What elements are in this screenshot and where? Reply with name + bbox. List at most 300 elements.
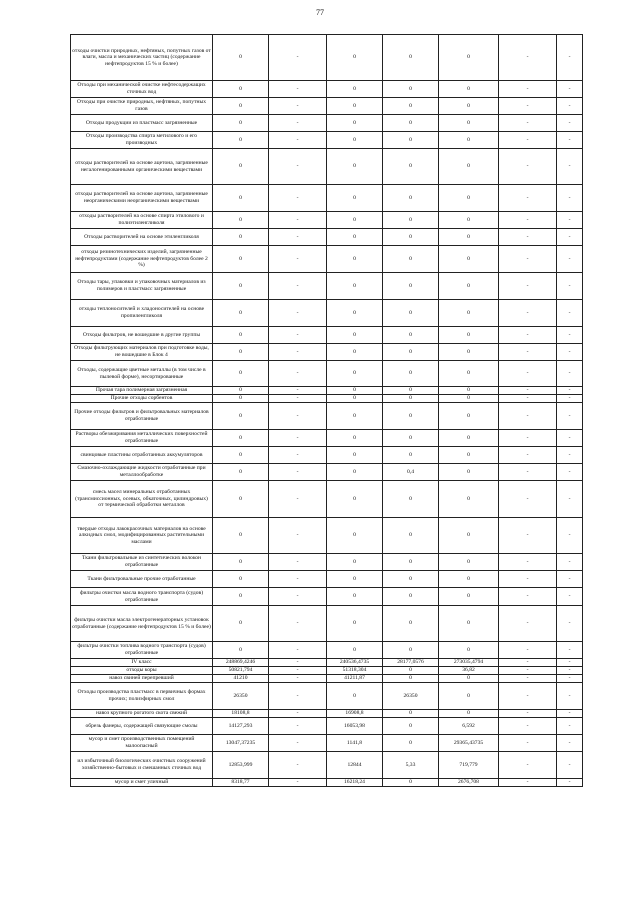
value-cell: - xyxy=(499,246,557,273)
value-cell: 0 xyxy=(327,149,383,185)
value-cell: - xyxy=(269,229,327,246)
value-cell: 0 xyxy=(327,229,383,246)
value-cell: - xyxy=(269,115,327,132)
value-cell: 0 xyxy=(439,387,499,395)
value-cell: 0 xyxy=(213,35,269,81)
value-cell: - xyxy=(499,395,557,403)
value-cell: - xyxy=(269,132,327,149)
value-cell: - xyxy=(269,675,327,683)
value-cell: - xyxy=(557,132,583,149)
table-row xyxy=(71,327,583,344)
value-cell: - xyxy=(269,327,327,344)
value-cell: - xyxy=(269,642,327,659)
value-cell: 16218,24 xyxy=(327,779,383,787)
value-cell: 0 xyxy=(383,98,439,115)
waste-table xyxy=(70,34,583,787)
value-cell: 0 xyxy=(439,98,499,115)
value-cell: 0 xyxy=(383,149,439,185)
value-cell: 0 xyxy=(213,229,269,246)
value-cell: 0 xyxy=(327,212,383,229)
value-cell: 0 xyxy=(327,387,383,395)
table-row xyxy=(71,447,583,464)
value-cell: 6,592 xyxy=(439,718,499,735)
value-cell: 0 xyxy=(439,447,499,464)
value-cell: - xyxy=(269,752,327,779)
value-cell: 16053,98 xyxy=(327,718,383,735)
value-cell: - xyxy=(499,403,557,430)
waste-name-cell: фильтры очистки масла водного транспорта (судов) отработанные xyxy=(71,588,213,606)
waste-name-cell: отходы очистки природных, нефтяных, попутных газов от влаги, масла и механических частиц (содержание нефтепродуктов 15 % и более) xyxy=(71,35,213,81)
value-cell: 0 xyxy=(439,132,499,149)
value-cell: - xyxy=(499,132,557,149)
table-row xyxy=(71,588,583,606)
value-cell: - xyxy=(499,344,557,361)
value-cell: 0 xyxy=(327,588,383,606)
value-cell: - xyxy=(499,361,557,387)
value-cell: 0 xyxy=(213,149,269,185)
value-cell: 0 xyxy=(383,327,439,344)
value-cell: - xyxy=(269,606,327,642)
value-cell: 0 xyxy=(383,344,439,361)
value-cell: 0 xyxy=(383,675,439,683)
value-cell: - xyxy=(499,464,557,481)
table-row xyxy=(71,246,583,273)
waste-name-cell: навоз крупного рогатого скота свежий xyxy=(71,710,213,718)
value-cell: 18108,8 xyxy=(213,710,269,718)
value-cell: - xyxy=(269,588,327,606)
waste-name-cell: отходы резинотехнических изделий, загрязненные нефтепродуктами (содержание нефтепродуктов более 2 %) xyxy=(71,246,213,273)
value-cell: - xyxy=(557,300,583,327)
waste-name-cell: фильтры очистки топлива водного транспорта (судов) отработанные xyxy=(71,642,213,659)
value-cell: 12853,999 xyxy=(213,752,269,779)
value-cell: - xyxy=(557,81,583,98)
value-cell: 0 xyxy=(383,481,439,518)
value-cell: - xyxy=(557,273,583,300)
value-cell: - xyxy=(269,667,327,675)
waste-name-cell: свинцовые пластины отработанных аккумуляторов xyxy=(71,447,213,464)
value-cell: - xyxy=(499,35,557,81)
table-row xyxy=(71,387,583,395)
table-row xyxy=(71,481,583,518)
value-cell: 0 xyxy=(327,327,383,344)
value-cell: - xyxy=(269,273,327,300)
value-cell: 0 xyxy=(439,430,499,447)
value-cell: 0 xyxy=(439,344,499,361)
value-cell: 0 xyxy=(327,98,383,115)
value-cell: - xyxy=(557,606,583,642)
table-row xyxy=(71,273,583,300)
table-row xyxy=(71,115,583,132)
value-cell: 12844 xyxy=(327,752,383,779)
value-cell: 0 xyxy=(383,430,439,447)
value-cell: 0 xyxy=(213,464,269,481)
value-cell: 0 xyxy=(439,273,499,300)
value-cell: - xyxy=(557,735,583,752)
value-cell: - xyxy=(269,361,327,387)
value-cell: 0 xyxy=(439,571,499,588)
value-cell: 36,82 xyxy=(439,667,499,675)
value-cell: 0 xyxy=(439,642,499,659)
value-cell: 0 xyxy=(327,606,383,642)
value-cell: 0 xyxy=(439,229,499,246)
table-row xyxy=(71,710,583,718)
value-cell: - xyxy=(269,300,327,327)
value-cell: 0 xyxy=(383,667,439,675)
waste-name-cell: Ткани фильтровальные из синтетических волокон отработанные xyxy=(71,554,213,571)
value-cell: 0 xyxy=(383,554,439,571)
value-cell: - xyxy=(269,98,327,115)
value-cell: 14127,293 xyxy=(213,718,269,735)
table-row xyxy=(71,659,583,667)
waste-name-cell: Прочие отходы сорбентов xyxy=(71,395,213,403)
value-cell: - xyxy=(499,642,557,659)
value-cell: 16908,8 xyxy=(327,710,383,718)
table-row xyxy=(71,81,583,98)
value-cell: 0 xyxy=(439,81,499,98)
value-cell: 0 xyxy=(383,606,439,642)
value-cell: - xyxy=(557,387,583,395)
value-cell: 0 xyxy=(213,81,269,98)
table-row xyxy=(71,185,583,212)
value-cell: - xyxy=(557,403,583,430)
value-cell: 0 xyxy=(439,403,499,430)
value-cell: 0 xyxy=(213,481,269,518)
value-cell: 0 xyxy=(327,273,383,300)
value-cell: - xyxy=(557,212,583,229)
value-cell: 0 xyxy=(439,481,499,518)
value-cell: - xyxy=(557,554,583,571)
value-cell: 0 xyxy=(213,132,269,149)
value-cell: - xyxy=(557,683,583,710)
value-cell: - xyxy=(269,212,327,229)
value-cell: 273035,4794 xyxy=(439,659,499,667)
value-cell: - xyxy=(499,115,557,132)
value-cell: 0 xyxy=(383,300,439,327)
value-cell: - xyxy=(499,779,557,787)
value-cell: 0 xyxy=(327,81,383,98)
value-cell: 0 xyxy=(439,518,499,554)
waste-name-cell: Отходы растворителей на основе этиленгликоля xyxy=(71,229,213,246)
table-row xyxy=(71,683,583,710)
value-cell: 0 xyxy=(439,361,499,387)
table-row xyxy=(71,344,583,361)
value-cell: - xyxy=(499,327,557,344)
value-cell: - xyxy=(499,752,557,779)
waste-name-cell: Отходы, содержащие цветные металлы (в том числе в пылевой форме), несортированные xyxy=(71,361,213,387)
value-cell: - xyxy=(499,588,557,606)
value-cell: 41210 xyxy=(213,675,269,683)
value-cell: - xyxy=(269,710,327,718)
table-row xyxy=(71,132,583,149)
value-cell: 0 xyxy=(213,588,269,606)
waste-name-cell: Ткани фильтровальные прочие отработанные xyxy=(71,571,213,588)
value-cell: 0 xyxy=(383,212,439,229)
waste-name-cell: IV класс xyxy=(71,659,213,667)
value-cell: 0 xyxy=(213,246,269,273)
value-cell: - xyxy=(269,683,327,710)
value-cell: - xyxy=(499,659,557,667)
value-cell: 0 xyxy=(439,300,499,327)
waste-name-cell: Отходы фильтрующих материалов при подготовке воды, не вошедшие в Блок 4 xyxy=(71,344,213,361)
value-cell: - xyxy=(499,675,557,683)
page-number: 77 xyxy=(316,8,324,17)
value-cell: 0 xyxy=(327,344,383,361)
table-row xyxy=(71,606,583,642)
value-cell: 0 xyxy=(213,185,269,212)
value-cell: - xyxy=(269,35,327,81)
value-cell: 0 xyxy=(439,327,499,344)
value-cell: 0 xyxy=(383,361,439,387)
value-cell: - xyxy=(499,735,557,752)
value-cell: - xyxy=(499,683,557,710)
value-cell: 0 xyxy=(213,403,269,430)
value-cell: - xyxy=(557,642,583,659)
waste-name-cell: Отходы при очистке природных, нефтяных, попутных газов xyxy=(71,98,213,115)
value-cell: 0 xyxy=(327,395,383,403)
value-cell: 0 xyxy=(439,464,499,481)
value-cell: - xyxy=(269,246,327,273)
value-cell: - xyxy=(499,430,557,447)
table-row xyxy=(71,464,583,481)
value-cell: 0 xyxy=(327,361,383,387)
value-cell: 0 xyxy=(439,395,499,403)
value-cell: - xyxy=(499,710,557,718)
value-cell: 0 xyxy=(213,518,269,554)
value-cell: - xyxy=(557,229,583,246)
table-row xyxy=(71,752,583,779)
value-cell: 0 xyxy=(327,132,383,149)
table-row xyxy=(71,667,583,675)
value-cell: - xyxy=(557,395,583,403)
value-cell: - xyxy=(499,81,557,98)
value-cell: 0 xyxy=(213,606,269,642)
table-row xyxy=(71,430,583,447)
value-cell: 0 xyxy=(383,115,439,132)
waste-name-cell: отходы растворителей на основе ацетона, загрязненные негалогенированными органическими веществами xyxy=(71,149,213,185)
value-cell: 0 xyxy=(383,642,439,659)
value-cell: - xyxy=(557,718,583,735)
value-cell: - xyxy=(269,185,327,212)
value-cell: - xyxy=(557,779,583,787)
table-row xyxy=(71,571,583,588)
waste-name-cell: мусор и смет производственных помещений малоопасный xyxy=(71,735,213,752)
table-row xyxy=(71,642,583,659)
table-row xyxy=(71,300,583,327)
value-cell: - xyxy=(499,447,557,464)
value-cell: - xyxy=(499,518,557,554)
waste-name-cell: смесь масел минеральных отработанных (трансмиссионных, осевых, обкаточных, цилиндровых) от термической обработки металлов xyxy=(71,481,213,518)
value-cell: 0 xyxy=(383,273,439,300)
value-cell: 0 xyxy=(383,395,439,403)
value-cell: - xyxy=(499,149,557,185)
value-cell: - xyxy=(557,518,583,554)
waste-name-cell: отходы теплоносителей и хладоносителей на основе пропиленгликоля xyxy=(71,300,213,327)
value-cell: - xyxy=(557,752,583,779)
value-cell: 0 xyxy=(327,554,383,571)
value-cell: 0 xyxy=(383,447,439,464)
value-cell: 0 xyxy=(439,115,499,132)
table-row xyxy=(71,212,583,229)
value-cell: 248869,4246 xyxy=(213,659,269,667)
waste-name-cell: Отходы продукции из пластмасс загрязненные xyxy=(71,115,213,132)
value-cell: - xyxy=(269,518,327,554)
waste-name-cell: отходы растворителей на основе спирта этилового и полиэтиленгликоля xyxy=(71,212,213,229)
table-row xyxy=(71,229,583,246)
value-cell: 0 xyxy=(439,212,499,229)
value-cell: - xyxy=(499,571,557,588)
value-cell: 0 xyxy=(383,571,439,588)
waste-name-cell: мусор и смет уличный xyxy=(71,779,213,787)
value-cell: 240536,4735 xyxy=(327,659,383,667)
value-cell: 0 xyxy=(383,735,439,752)
waste-name-cell: Отходы производства спирта метилового и его производных xyxy=(71,132,213,149)
value-cell: - xyxy=(557,675,583,683)
value-cell: 2676,708 xyxy=(439,779,499,787)
value-cell: - xyxy=(557,344,583,361)
table-row xyxy=(71,518,583,554)
value-cell: 0 xyxy=(327,115,383,132)
value-cell: - xyxy=(499,718,557,735)
value-cell: - xyxy=(499,387,557,395)
value-cell: - xyxy=(499,667,557,675)
value-cell: 0 xyxy=(439,588,499,606)
waste-name-cell: Отходы фильтров, не вошедшие в другие группы xyxy=(71,327,213,344)
value-cell: 0 xyxy=(439,554,499,571)
waste-table-body xyxy=(71,35,583,787)
waste-name-cell: отходы растворителей на основе ацетона, загрязненные неорганическими неорганическими веществами xyxy=(71,185,213,212)
value-cell: 0 xyxy=(213,212,269,229)
value-cell: 0 xyxy=(327,642,383,659)
value-cell: - xyxy=(557,447,583,464)
value-cell: 41211,87 xyxy=(327,675,383,683)
waste-name-cell: Отходы при механической очистке нефтесодержащих сточных вод xyxy=(71,81,213,98)
table-row xyxy=(71,35,583,81)
waste-name-cell: фильтры очистки масла электрогенераторных установок отработанные (содержание нефтепродуктов 15 % и более) xyxy=(71,606,213,642)
table-row xyxy=(71,403,583,430)
waste-name-cell: Прочие отходы фильтров и фильтровальных материалов отработанные xyxy=(71,403,213,430)
value-cell: - xyxy=(499,554,557,571)
value-cell: - xyxy=(269,554,327,571)
value-cell: - xyxy=(557,710,583,718)
value-cell: 0 xyxy=(383,518,439,554)
value-cell: - xyxy=(269,779,327,787)
value-cell: - xyxy=(557,464,583,481)
value-cell: - xyxy=(499,212,557,229)
value-cell: - xyxy=(269,81,327,98)
value-cell: - xyxy=(269,571,327,588)
value-cell: - xyxy=(499,185,557,212)
value-cell: 0 xyxy=(213,98,269,115)
value-cell: - xyxy=(557,361,583,387)
waste-name-cell: Отходы тары, упаковки и упаковочных материалов из полимеров и пластмасс загрязненные xyxy=(71,273,213,300)
value-cell: - xyxy=(557,430,583,447)
value-cell: 29365,43735 xyxy=(439,735,499,752)
value-cell: - xyxy=(269,395,327,403)
table-row xyxy=(71,98,583,115)
value-cell: 0 xyxy=(439,683,499,710)
value-cell: 26350 xyxy=(383,683,439,710)
value-cell: 0 xyxy=(213,447,269,464)
table-row xyxy=(71,675,583,683)
value-cell: 0 xyxy=(213,115,269,132)
value-cell: - xyxy=(499,300,557,327)
value-cell: 0 xyxy=(327,403,383,430)
value-cell: 0 xyxy=(213,361,269,387)
table-row xyxy=(71,554,583,571)
value-cell: 0 xyxy=(439,35,499,81)
value-cell: 26350 xyxy=(213,683,269,710)
value-cell: 0 xyxy=(213,387,269,395)
waste-name-cell: ил избыточный биологических очистных сооружений хозяйственно-бытовых и смешанных сточных вод xyxy=(71,752,213,779)
value-cell: - xyxy=(557,327,583,344)
value-cell: 0 xyxy=(383,132,439,149)
value-cell: 0 xyxy=(383,710,439,718)
value-cell: 0 xyxy=(383,718,439,735)
value-cell: - xyxy=(557,481,583,518)
value-cell: 0,4 xyxy=(383,464,439,481)
value-cell: 0 xyxy=(327,464,383,481)
value-cell: 0 xyxy=(327,35,383,81)
value-cell: 0 xyxy=(383,229,439,246)
value-cell: - xyxy=(269,659,327,667)
value-cell: - xyxy=(269,735,327,752)
value-cell: - xyxy=(557,98,583,115)
value-cell: - xyxy=(557,667,583,675)
value-cell: 0 xyxy=(213,571,269,588)
value-cell: 0 xyxy=(439,185,499,212)
value-cell: 13047,37235 xyxy=(213,735,269,752)
value-cell: 0 xyxy=(213,327,269,344)
value-cell: 0 xyxy=(383,185,439,212)
table-row xyxy=(71,718,583,735)
value-cell: - xyxy=(269,718,327,735)
value-cell: 5,33 xyxy=(383,752,439,779)
value-cell: - xyxy=(499,606,557,642)
value-cell: 0 xyxy=(327,571,383,588)
value-cell: 0 xyxy=(383,588,439,606)
value-cell: - xyxy=(499,98,557,115)
waste-name-cell: Отходы производства пластмасс в первичных формах прочих; полиэфирных смол xyxy=(71,683,213,710)
table-row xyxy=(71,735,583,752)
value-cell: - xyxy=(269,464,327,481)
value-cell: 0 xyxy=(383,779,439,787)
value-cell: 1141,8 xyxy=(327,735,383,752)
value-cell: - xyxy=(557,571,583,588)
waste-name-cell: Растворы обезжиривания металлических поверхностей отработанные xyxy=(71,430,213,447)
value-cell: - xyxy=(269,344,327,361)
value-cell: 0 xyxy=(327,246,383,273)
value-cell: 0 xyxy=(439,710,499,718)
value-cell: 0 xyxy=(213,395,269,403)
value-cell: 0 xyxy=(327,430,383,447)
table-row xyxy=(71,395,583,403)
waste-name-cell: Смазочно-охлаждающие жидкости отработанные при металлообработке xyxy=(71,464,213,481)
value-cell: - xyxy=(499,481,557,518)
value-cell: 0 xyxy=(383,35,439,81)
value-cell: 0 xyxy=(327,518,383,554)
value-cell: - xyxy=(499,229,557,246)
value-cell: - xyxy=(557,35,583,81)
value-cell: 0 xyxy=(213,344,269,361)
value-cell: 0 xyxy=(327,683,383,710)
value-cell: - xyxy=(269,430,327,447)
value-cell: 0 xyxy=(213,554,269,571)
value-cell: - xyxy=(269,403,327,430)
value-cell: 0 xyxy=(327,481,383,518)
value-cell: - xyxy=(269,481,327,518)
value-cell: - xyxy=(557,115,583,132)
waste-name-cell: навоз свиней перепревший xyxy=(71,675,213,683)
